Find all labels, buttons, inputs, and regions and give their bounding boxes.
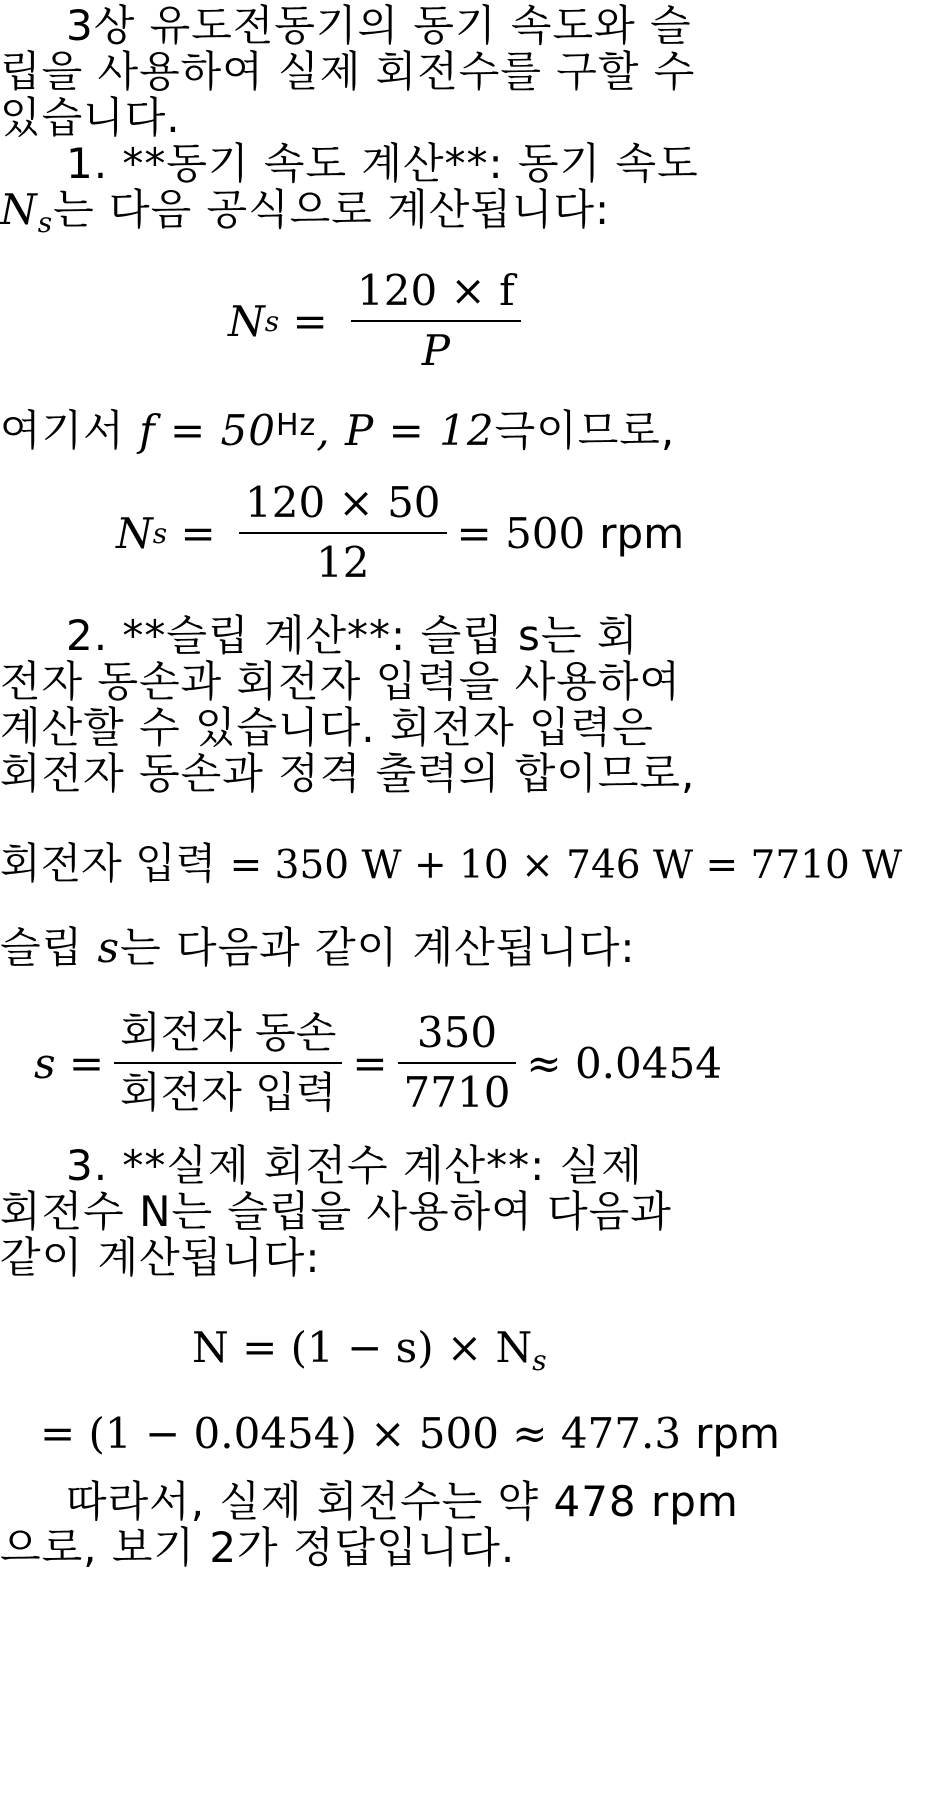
equation-sync-speed-value bbox=[116, 474, 684, 592]
eq2-lhs: N bbox=[116, 508, 153, 558]
equation-slip bbox=[34, 1004, 722, 1122]
intro-line-2: 립을 사용하여 실제 회전수를 구할 수 bbox=[0, 47, 696, 96]
eq1-lhs: N bbox=[228, 296, 265, 346]
eq6-expression: = (1 − 0.0454) × 500 ≈ 477.3 bbox=[40, 1409, 682, 1458]
step3-line-3: 같이 계산됩니다: bbox=[0, 1233, 321, 1282]
step2-line-1: 2. **슬립 계산**: 슬립 s는 회 bbox=[66, 611, 639, 660]
step1-tail: 는 다음 공식으로 계산됩니다: bbox=[53, 185, 611, 234]
eq4-numerator: 회전자 동손 bbox=[120, 1008, 337, 1057]
step2-line-4: 회전자 동손과 정격 출력의 합이므로, bbox=[0, 749, 696, 798]
eq4-numerator-value: 350 bbox=[416, 1008, 498, 1057]
slip-word: 슬립 bbox=[0, 923, 84, 972]
eq4-fraction-2 bbox=[398, 1004, 517, 1122]
eq2-denominator: 12 bbox=[316, 538, 370, 587]
eq1-denominator: P bbox=[421, 326, 450, 375]
eq3-expression: = 350 W + 10 × 746 W = 7710 W bbox=[229, 843, 903, 888]
step1-line-2 bbox=[0, 184, 610, 249]
given-values bbox=[0, 400, 675, 457]
slip-var: s bbox=[97, 923, 121, 972]
given-tail: 극이므로, bbox=[494, 406, 676, 455]
given-f: f = 50 bbox=[139, 406, 276, 455]
eq2-sub: s bbox=[152, 516, 168, 550]
intro-line-3: 있습니다. bbox=[0, 93, 181, 142]
eq6-unit: rpm bbox=[695, 1409, 780, 1458]
eq2-numerator: 120 × 50 bbox=[245, 478, 441, 527]
equation-actual-speed-formula bbox=[192, 1322, 547, 1387]
equals-sign: = bbox=[167, 508, 230, 558]
step3-line-1: 3. **실제 회전수 계산**: 실제 bbox=[66, 1141, 643, 1190]
equation-sync-speed-formula bbox=[228, 262, 531, 380]
eq1-sub: s bbox=[264, 304, 280, 338]
subscript-s: s bbox=[37, 206, 54, 239]
eq2-result: = 500 bbox=[456, 508, 586, 558]
slip-intro bbox=[0, 922, 636, 974]
step2-line-3: 계산할 수 있습니다. 회전자 입력은 bbox=[0, 703, 654, 752]
eq4-result: ≈ 0.0454 bbox=[526, 1038, 722, 1088]
eq1-numerator: 120 × f bbox=[357, 266, 515, 315]
eq5-expression: N = (1 − s) × N bbox=[192, 1323, 533, 1372]
equals-sign: = bbox=[352, 1038, 388, 1088]
given-hz: Hz bbox=[275, 408, 317, 443]
eq4-lhs: s = bbox=[34, 1038, 105, 1088]
intro-line-1: 3상 유도전동기의 동기 속도와 슬 bbox=[66, 1, 692, 50]
step1-heading: 1. **동기 속도 계산**: 동기 속도 bbox=[66, 139, 699, 188]
eq4-denominator-value: 7710 bbox=[403, 1068, 511, 1117]
eq2-fraction bbox=[239, 474, 447, 592]
given-p: , P = 12 bbox=[316, 406, 495, 455]
eq4-denominator: 회전자 입력 bbox=[120, 1068, 337, 1117]
step3-line-2: 회전수 N는 슬립을 사용하여 다음과 bbox=[0, 1187, 672, 1236]
eq4-fraction-1 bbox=[114, 1004, 342, 1122]
equals-sign: = bbox=[279, 296, 342, 346]
conclusion-line-1: 따라서, 실제 회전수는 약 478 rpm bbox=[66, 1477, 739, 1526]
var-n: N bbox=[0, 185, 38, 234]
eq2-unit: rpm bbox=[599, 508, 685, 558]
equation-actual-speed-value bbox=[40, 1408, 780, 1460]
eq5-sub: s bbox=[532, 1344, 547, 1377]
given-prefix: 여기서 bbox=[0, 406, 125, 455]
slip-intro-tail: 는 다음과 같이 계산됩니다: bbox=[120, 923, 636, 972]
eq3-label: 회전자 입력 bbox=[0, 839, 217, 888]
equation-rotor-input bbox=[0, 838, 902, 892]
eq1-fraction bbox=[351, 262, 521, 380]
step2-line-2: 전자 동손과 회전자 입력을 사용하여 bbox=[0, 657, 681, 706]
conclusion-line-2: 으로, 보기 2가 정답입니다. bbox=[0, 1523, 516, 1572]
